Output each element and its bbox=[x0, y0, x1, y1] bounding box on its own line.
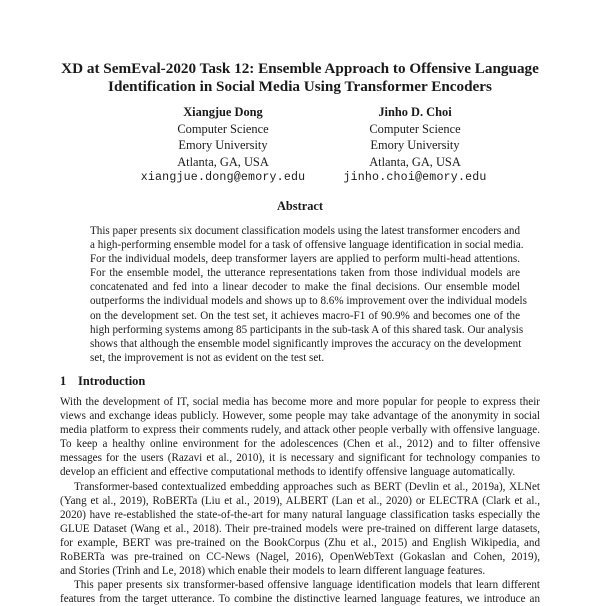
abstract-heading: Abstract bbox=[276, 199, 324, 213]
body-line: To keep a healthy online environment for the adolescences (Chen et al., 2012) and to filter offensive bbox=[60, 438, 540, 451]
abstract-line: This paper presents six document classification models using the latest transformer encoders and bbox=[90, 225, 520, 237]
body-line: views and exchange ideas publicly. However, some people may take advantage of the anonymity in social bbox=[60, 410, 540, 423]
author-department: Computer Science bbox=[177, 121, 269, 136]
section-title: Introduction bbox=[78, 374, 146, 388]
author-department: Computer Science bbox=[369, 121, 461, 136]
introduction-body bbox=[60, 395, 540, 606]
author-block-2 bbox=[305, 104, 525, 187]
body-line: and Stories (Trinh and Le, 2018) which enable their models to learn different language features. bbox=[60, 565, 486, 578]
abstract-line: set, the improvement is not as evident on the test set. bbox=[90, 351, 325, 364]
abstract-line: on the development set. On the test set, it achieves macro-F1 of 90.9% and becomes one of the bbox=[90, 309, 520, 322]
body-line: (Yang et al., 2019), RoBERTa (Liu et al., 2019), ALBERT (Lan et al., 2020) or ELECTRA (Clark et al., bbox=[60, 494, 540, 507]
body-line: develop an efficient and effective computational methods to identify offensive language automatically. bbox=[60, 466, 516, 479]
title-line-1: XD at SemEval-2020 Task 12: Ensemble Approach to Offensive Language bbox=[61, 60, 539, 77]
author-name: Jinho D. Choi bbox=[378, 105, 452, 119]
body-line: With the development of IT, social media has become more and more popular for people to express their bbox=[60, 396, 540, 408]
abstract-line: concatenated and fed into a linear decoder to make the final decisions. Our ensemble model bbox=[90, 281, 520, 294]
body-line: media platform to express their comments rudely, and attack other people verbally with offensive language. bbox=[60, 424, 540, 437]
section-number: 1 bbox=[60, 374, 67, 388]
body-line: RoBERTa was pre-trained on CC-News (Nagel, 2016), OpenWebText (Gokaslan and Cohen, 2019), bbox=[60, 551, 540, 564]
body-line: Transformer-based contextualized embedding approaches such as BERT (Devlin et al., 2019a), XLNet bbox=[74, 480, 540, 493]
author-block-1 bbox=[113, 104, 333, 187]
body-line: messages for the users (Razavi et al., 2010), it is necessary and significant for technology companies to bbox=[60, 452, 540, 465]
body-line: features from the target utterance. To combine the distinctive learned language features, we introduce an bbox=[60, 593, 540, 606]
body-line: 2020) have re-established the state-of-the-art for many natural language classification tasks especially the bbox=[60, 508, 540, 521]
author-email: jinho.choi@emory.edu bbox=[343, 171, 487, 184]
abstract-line: For the individual models, deep transformer layers are applied to perform multi-head attentions. bbox=[90, 253, 520, 266]
title-line-2: Identification in Social Media Using Transformer Encoders bbox=[108, 78, 492, 95]
body-line: for example, BERT was pre-trained on the BookCorpus (Zhu et al., 2015) and English Wikipedia, and bbox=[60, 536, 540, 549]
author-email: xiangjue.dong@emory.edu bbox=[140, 171, 306, 184]
body-line: This paper presents six transformer-based offensive language identification models that learn different bbox=[74, 579, 540, 592]
paper-title bbox=[40, 60, 560, 96]
author-location: Atlanta, GA, USA bbox=[177, 154, 269, 169]
section-heading bbox=[60, 374, 145, 389]
abstract-body bbox=[90, 224, 527, 365]
author-location: Atlanta, GA, USA bbox=[369, 154, 461, 169]
author-name: Xiangjue Dong bbox=[183, 105, 263, 119]
abstract-line: For the ensemble model, the utterance representations taken from those individual models are bbox=[90, 267, 520, 280]
body-line: GLUE Dataset (Wang et al., 2018). Their pre-trained models were pre-trained on different large datasets, bbox=[60, 522, 540, 535]
abstract-line: high performing systems among 85 participants in the sub-task A of this shared task. Our analysis bbox=[90, 323, 524, 336]
author-organization: Emory University bbox=[178, 138, 268, 152]
abstract-line: a high-performing ensemble model for a task of offensive language identification in social media. bbox=[90, 239, 524, 252]
abstract-line: outperforms the individual models and shows up to 8.6% improvement over the individual models bbox=[90, 295, 527, 308]
author-organization: Emory University bbox=[370, 138, 460, 152]
abstract-line: shows that although the ensemble model significantly improves the accuracy on the development bbox=[90, 337, 522, 350]
